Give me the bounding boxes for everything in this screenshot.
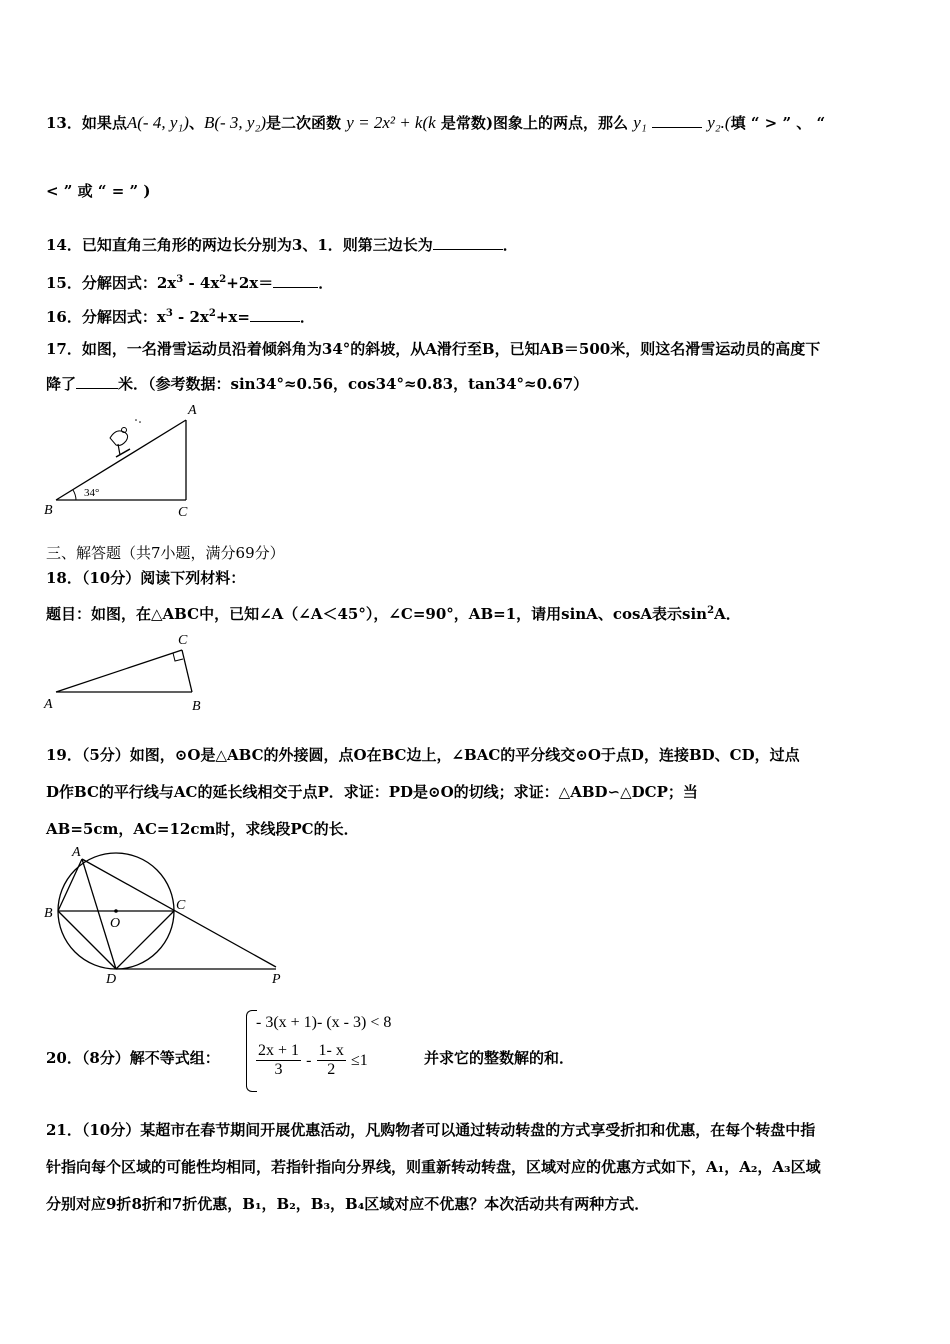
q17-slope-figure [40,400,200,520]
q13-fill-hint: 填 “ > ” 、 “ [730,114,826,132]
q15-end: ． [318,274,334,292]
q18-label-a: A [44,697,53,712]
q18-triangle-figure [40,628,220,720]
q19-label-c: C [176,898,186,913]
q18-right-angle-mark [173,653,183,661]
q13-y2: y₂.( [707,113,731,132]
q20-inequality-2 [256,1042,368,1079]
q20-fraction-1-num: 2x + 1 [258,1042,300,1059]
q13-separator: 、 [188,114,204,132]
q19-label-p: P [272,972,281,985]
q17-angle-arc [73,490,76,500]
q20-fraction-2-den: 2 [327,1061,336,1078]
q16-tail: +x= [215,308,250,326]
q15-mid: - 4x [183,274,220,292]
q20-fraction-2 [317,1042,346,1079]
q13-prefix: 13．如果点 [46,114,127,132]
q19-line-cd [116,911,174,969]
question-14 [46,235,518,255]
question-21-line-1 [46,1120,815,1140]
q19-line-3-text: AB=5cm，AC=12cm时，求线段PC的长． [46,820,359,838]
q15-prefix: 15．分解因式：2x [46,274,177,292]
q21-line-3-text: 分别对应9折8折和7折优惠，B₁，B₂，B₃，B₄区域对应不优惠？本次活动共有两种方式． [46,1195,650,1213]
q13-function: y = 2x² + k(k [346,113,436,132]
question-21-line-3 [46,1194,649,1214]
question-20-prefix [46,1048,220,1068]
q18-superscript: 2 [707,605,715,616]
q19-label-o: O [110,916,121,931]
q18-side-ac [56,650,182,692]
q17-angle-label: 34° [84,487,100,499]
question-20-suffix [424,1048,574,1068]
q15-exponent-2: 2 [219,274,227,285]
q13-mid-text: 是二次函数 [266,114,342,132]
q18-body-text: 题目：如图，在△ABC中，已知∠A（∠A＜45°），∠C=90°，AB=1，请用sinA、cosA表示sin [46,605,708,623]
q18-end: A． [714,605,741,623]
q18-label-b: B [192,699,201,714]
q18-label-c: C [178,633,188,648]
q19-label-a: A [72,845,81,860]
q19-line-2-text: D作BC的平行线与AC的延长线相交于点P．求证：PD是⊙O的切线；求证：△ABD∽△DCP；当 [46,783,698,801]
q14-answer-blank[interactable] [433,235,503,250]
q20-prefix-text: 20．（8分）解不等式组： [46,1049,220,1067]
q20-suffix-text: 并求它的整数解的和． [424,1049,575,1067]
q21-line-2-text: 针指向每个区域的可能性均相同，若指针指向分界线，则重新转动转盘，区域对应的优惠方式如下，A₁，A₂，A₃区域 [46,1158,821,1176]
q16-answer-blank[interactable] [250,307,300,322]
q17-line-2b: 米．（参考数据：sin34°≈0.56，cos34°≈0.83，tan34°≈0.67） [118,375,589,393]
q13-point-b: B(- 3, y₂) [203,113,267,132]
q20-fraction-2-num: 1- x [318,1042,344,1059]
q19-line-acp [82,859,276,967]
q16-mid: - 2x [172,308,209,326]
question-15 [46,270,333,293]
q19-side-ab [58,859,82,911]
q14-text: 14．已知直角三角形的两边长分别为3、1．则第三边长为 [46,236,433,254]
q19-label-d: D [106,972,117,985]
q17-label-b: B [44,503,53,518]
q17-answer-blank[interactable] [76,374,118,389]
q13-y1: y₁ [633,113,647,132]
question-18-body [46,601,741,624]
q13-constant-text: 是常数 [440,114,486,132]
question-17-line-1 [46,339,820,359]
question-19-line-2 [46,782,698,802]
q19-circle-figure [40,845,300,985]
q18-title-text: 18．（10分）阅读下列材料： [46,569,246,587]
q13-answer-blank[interactable] [652,113,702,128]
q20-minus: - [306,1052,312,1069]
q14-end: ． [502,236,518,254]
question-19-line-3 [46,819,359,839]
question-19-line-1 [46,745,800,765]
q20-fraction-1 [256,1042,301,1079]
question-13-line-1 [46,113,825,133]
q16-exponent-2: 2 [208,308,216,319]
q16-exponent-1: 3 [165,308,173,319]
q13-line-2-text: < ” 或 “ = ” ) [46,182,151,200]
q17-line-1-text: 17．如图，一名滑雪运动员沿着倾斜角为34°的斜坡，从A滑行至B，已知AB＝500米，则这名滑雪运动员的高度下 [46,340,821,358]
question-17-line-2 [46,374,588,394]
section-3-text: 三、解答题（共7小题，满分69分） [46,544,285,562]
question-16 [46,304,315,327]
q19-center-point [114,909,118,913]
q19-label-b: B [44,906,53,921]
q15-tail: +2x＝ [226,274,274,292]
q20-le-one: ≤1 [350,1052,368,1069]
section-3-heading [46,543,285,563]
question-13-line-2 [46,181,150,201]
q13-point-a: A(- 4, y₁) [126,113,189,132]
q16-end: ． [299,308,315,326]
q21-line-1-text: 21．（10分）某超市在春节期间开展优惠活动，凡购物者可以通过转动转盘的方式享受折扣和优惠，在每个转盘中指 [46,1121,816,1139]
q16-prefix: 16．分解因式：x [46,308,166,326]
q13-tail-text: )图象上的两点，那么 [485,114,629,132]
q15-answer-blank[interactable] [273,273,318,288]
q15-exponent-1: 3 [176,274,184,285]
q20-inequality-1: - 3(x + 1)- (x - 3) < 8 [256,1014,392,1031]
question-21-line-2 [46,1157,821,1177]
q20-fraction-1-den: 3 [274,1061,283,1078]
q17-line-2a: 降了 [46,375,77,393]
q17-label-c: C [178,505,188,520]
q19-line-1-text: 19．（5分）如图，⊙O是△ABC的外接圆，点O在BC边上，∠BAC的平分线交⊙O于点D，连接BD、CD，过点 [46,746,800,764]
q18-side-cb [182,650,192,692]
q17-label-a: A [188,403,197,418]
question-18-title [46,568,245,588]
